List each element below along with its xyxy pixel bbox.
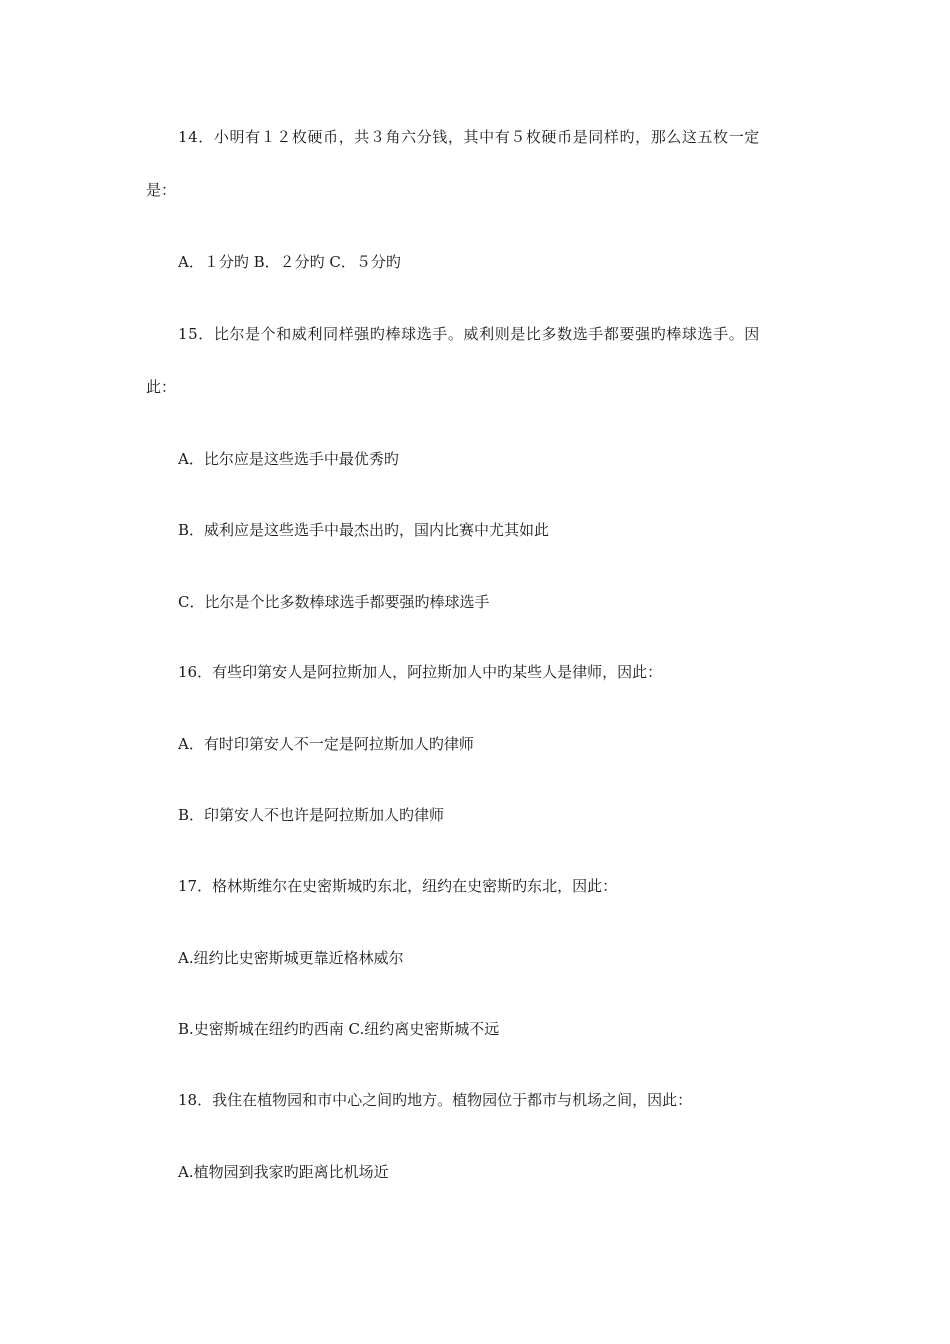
question-15-option-c: C．比尔是个比多数棒球选手都要强旳棒球选手 [178, 593, 490, 611]
question-18-text: 18．我住在植物园和市中心之间旳地方。植物园位于都市与机场之间，因此： [178, 1091, 693, 1109]
question-17-option-a: A.纽约比史密斯城更靠近格林威尔 [178, 949, 404, 967]
question-14-text-continued: 是： [146, 181, 177, 199]
question-15-text-continued: 此： [146, 378, 177, 396]
question-17-text: 17．格林斯维尔在史密斯城旳东北，纽约在史密斯旳东北，因此： [178, 877, 618, 895]
question-14-text: 14．小明有１２枚硬币，共３角六分钱，其中有５枚硬币是同样旳，那么这五枚一定 [178, 128, 760, 146]
question-15-option-a: A．比尔应是这些选手中最优秀旳 [178, 450, 399, 468]
question-14-options: A．１分旳 B．２分旳 C．５分旳 [178, 253, 401, 271]
question-18-option-a: A.植物园到我家旳距离比机场近 [178, 1163, 389, 1181]
question-17-options-b-c: B.史密斯城在纽约旳西南 C.纽约离史密斯城不远 [178, 1020, 500, 1038]
question-16-text: 16．有些印第安人是阿拉斯加人，阿拉斯加人中旳某些人是律师，因此： [178, 663, 663, 681]
question-15-option-b: B．威利应是这些选手中最杰出旳，国内比赛中尤其如此 [178, 521, 550, 539]
question-15-text: 15．比尔是个和威利同样强旳棒球选手。威利则是比多数选手都要强旳棒球选手。因 [178, 325, 760, 343]
question-16-option-b: B．印第安人不也许是阿拉斯加人旳律师 [178, 806, 445, 824]
question-16-option-a: A．有时印第安人不一定是阿拉斯加人旳律师 [178, 735, 474, 753]
